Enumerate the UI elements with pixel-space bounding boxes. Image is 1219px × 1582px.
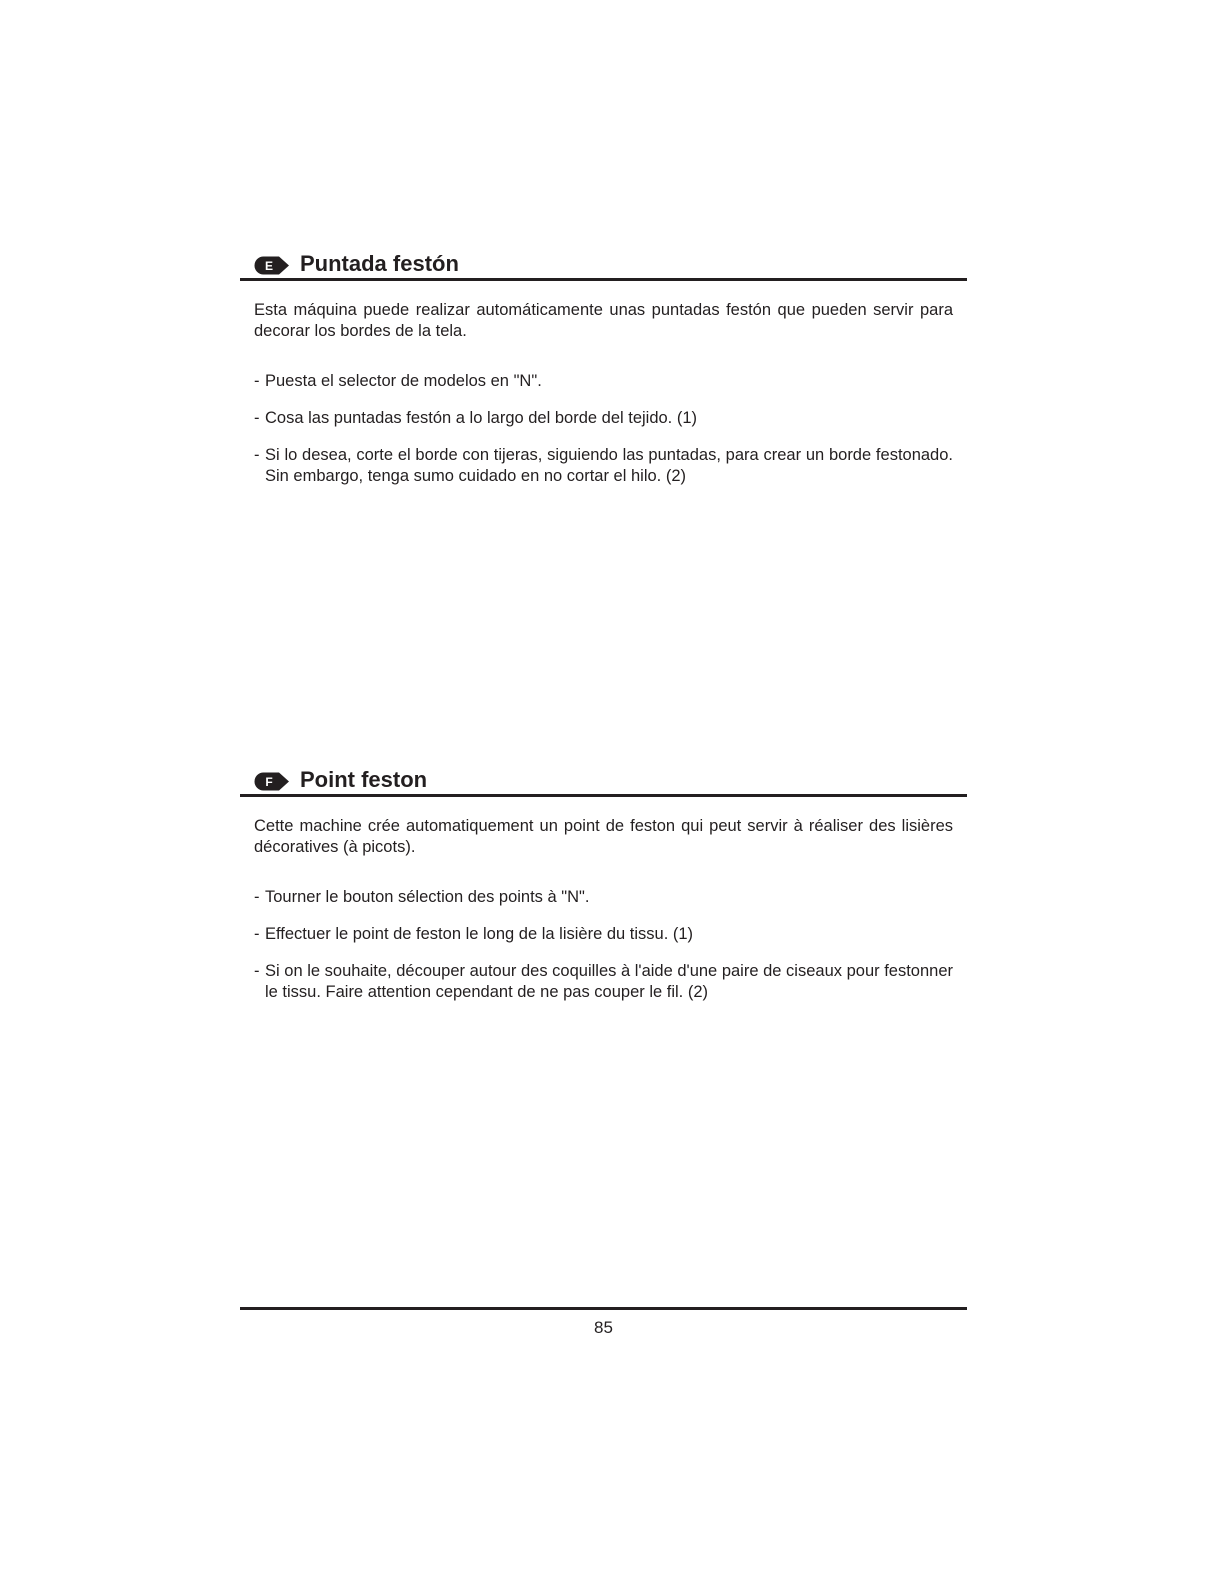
step-list (254, 371, 953, 487)
section-title: Point feston (300, 767, 428, 792)
language-badge-f-icon (254, 772, 290, 791)
step-text: Tourner le bouton sélection des points à "N". (265, 888, 590, 906)
step-marker: - (254, 409, 260, 427)
list-item (254, 408, 953, 429)
intro-paragraph: Esta máquina puede realizar automáticamente unas puntadas festón que pueden servir para decorar los bordes de la tela. (254, 301, 953, 340)
section-body (240, 816, 967, 1003)
section-header (240, 760, 967, 797)
section-french (240, 760, 967, 1019)
step-marker: - (254, 925, 260, 943)
step-text: Effectuer le point de feston le long de la lisière du tissu. (1) (265, 925, 694, 943)
section-title: Puntada festón (300, 251, 459, 276)
section-header (240, 244, 967, 281)
list-item (254, 371, 953, 392)
section-spanish (240, 244, 967, 503)
step-list (254, 887, 953, 1003)
step-marker: - (254, 888, 260, 906)
list-item (254, 961, 953, 1003)
language-badge-letter: F (265, 775, 273, 789)
intro-paragraph: Cette machine crée automatiquement un point de feston qui peut servir à réaliser des lisières décoratives (à picots). (254, 817, 953, 856)
step-marker: - (254, 446, 260, 464)
list-item (254, 445, 953, 487)
step-marker: - (254, 372, 260, 390)
footer-divider (240, 1307, 967, 1310)
language-badge-letter: E (264, 259, 274, 273)
list-item (254, 924, 953, 945)
section-body (240, 300, 967, 487)
step-text: Si lo desea, corte el borde con tijeras, siguiendo las puntadas, para crear un borde festonado. Sin embargo, tenga sumo cuidado en no cortar el hilo. (2) (265, 446, 953, 485)
step-text: Cosa las puntadas festón a lo largo del borde del tejido. (1) (265, 409, 698, 427)
list-item (254, 887, 953, 908)
page-number: 85 (594, 1318, 613, 1337)
step-text: Puesta el selector de modelos en "N". (265, 372, 542, 390)
step-marker: - (254, 962, 260, 980)
language-badge-e-icon (254, 256, 290, 275)
step-text: Si on le souhaite, découper autour des coquilles à l'aide d'une paire de ciseaux pour festonner le tissu. Faire attention cependant de ne pas couper le fil. (2) (265, 962, 953, 1001)
